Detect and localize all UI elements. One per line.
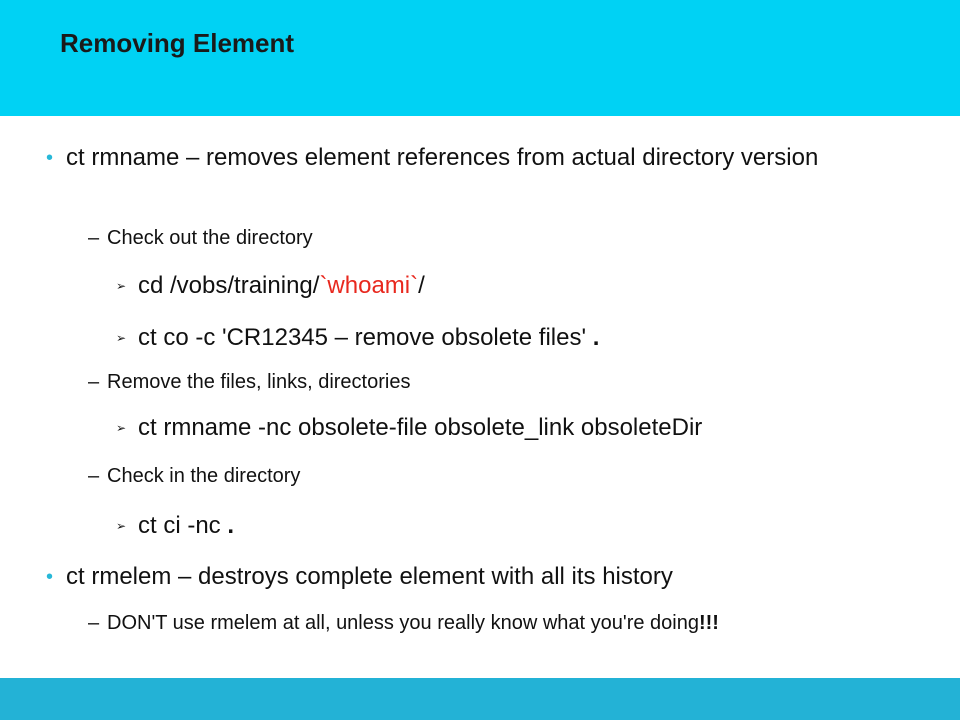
arrow-co: ➢ [116, 331, 127, 345]
footer-bar [0, 678, 960, 720]
command-cd [138, 271, 425, 301]
step-checkout [88, 225, 313, 251]
arrow-rmname: ➢ [116, 421, 127, 435]
dash-checkin: – [88, 465, 100, 487]
command-co-text: ct co -c 'CR12345 – remove obsolete files' [138, 324, 587, 351]
bullet-rmname: • [46, 147, 54, 169]
command-ci-text: ct ci -nc [138, 512, 221, 539]
item-rmname: ct rmname – removes element references from actual directory version [66, 144, 819, 171]
step-checkout-text: Check out the directory [107, 227, 313, 249]
item-rmelem: ct rmelem – destroys complete element with all its history [66, 563, 673, 590]
dash-remove: – [88, 371, 100, 393]
dash-checkout: – [88, 227, 100, 249]
step-remove [88, 369, 410, 395]
command-ci-dot: . [220, 512, 235, 539]
command-cd-suffix: / [418, 272, 425, 299]
step-remove-text: Remove the files, links, directories [107, 371, 411, 393]
arrow-cd: ➢ [116, 279, 127, 293]
bullet-rmelem: • [46, 566, 54, 588]
command-rmname: ct rmname -nc obsolete-file obsolete_link obsoleteDir [138, 414, 703, 441]
dash-warning: – [88, 612, 100, 634]
command-co [138, 323, 599, 353]
warning-emphasis: !!! [698, 612, 719, 634]
step-checkin [88, 463, 300, 489]
step-warning [88, 610, 719, 636]
command-cd-prefix: cd /vobs/training/ [138, 272, 320, 299]
slide-title: Removing Element [60, 28, 295, 58]
command-cd-highlight: `whoami` [319, 272, 419, 299]
step-checkin-text: Check in the directory [107, 465, 301, 487]
arrow-ci: ➢ [116, 519, 127, 533]
warning-text: DON'T use rmelem at all, unless you really know what you're doing [107, 612, 699, 634]
command-co-dot: . [586, 324, 600, 351]
command-ci [138, 511, 234, 541]
